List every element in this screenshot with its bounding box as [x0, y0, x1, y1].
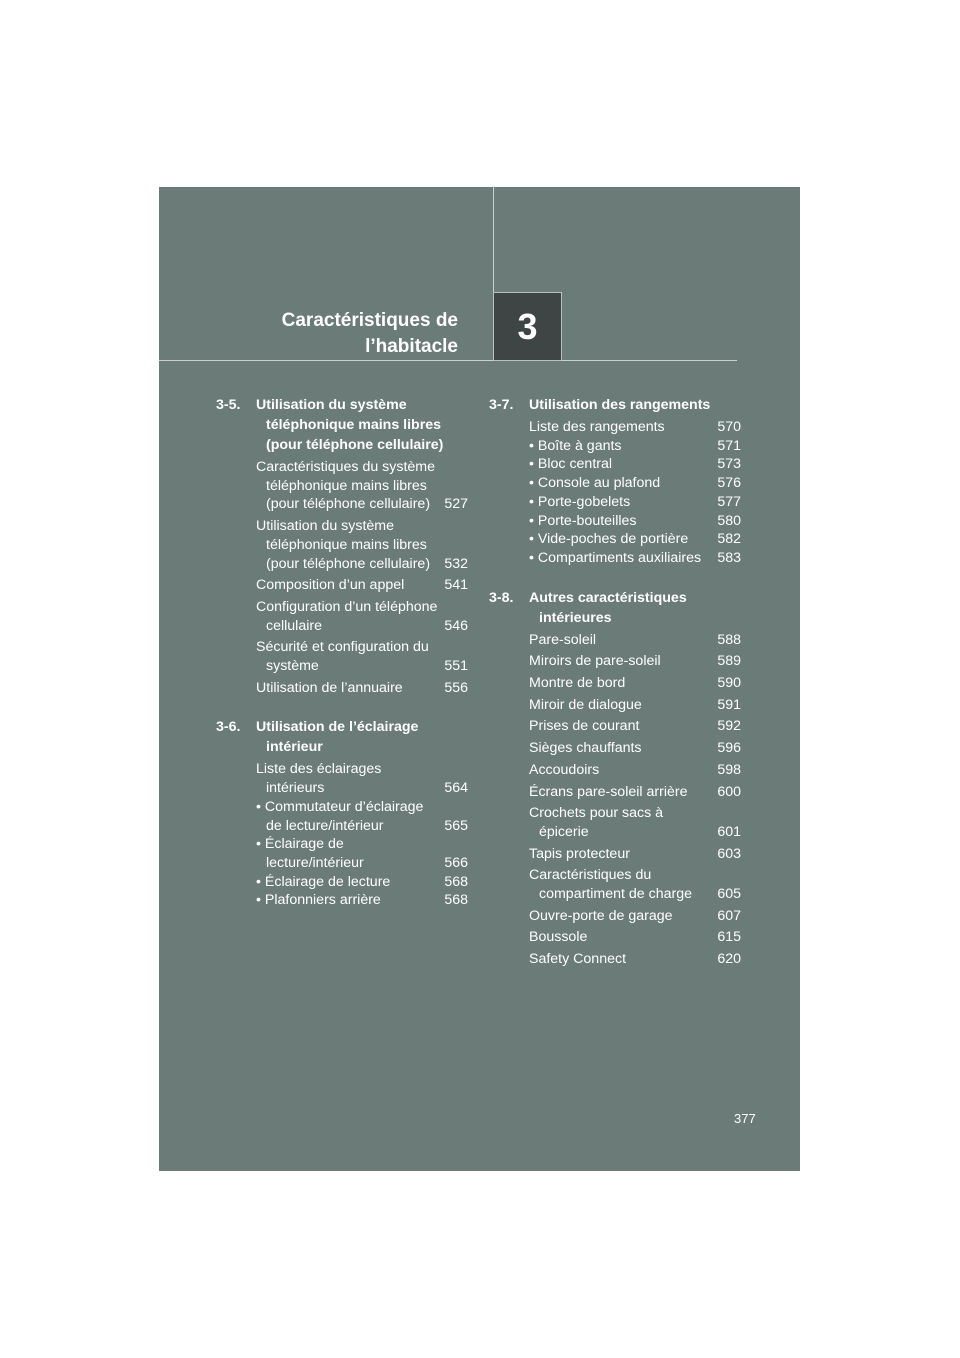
entry-page: 565	[444, 817, 468, 834]
entry-title: Caractéristiques du système téléphonique mains libres (pour téléphone cellulaire)	[256, 459, 435, 513]
toc-entry[interactable]	[256, 891, 468, 910]
toc-entry[interactable]	[529, 418, 741, 437]
toc-section-3-6	[216, 717, 468, 910]
entry-title: Sièges chauffants	[529, 740, 642, 757]
toc-entry[interactable]	[529, 761, 741, 780]
entry-title: Liste des rangements	[529, 419, 665, 435]
entry-page: 605	[717, 886, 741, 903]
entry-page: 551	[444, 658, 468, 675]
section-title: Autres caractéristiques intérieures	[529, 589, 687, 626]
toc-entry[interactable]	[256, 638, 468, 675]
entry-page: 600	[717, 783, 741, 800]
toc-entry[interactable]	[256, 679, 468, 698]
entry-title: • Vide-poches de portière	[529, 531, 689, 548]
entry-title: Utilisation de l’annuaire	[256, 679, 403, 696]
entry-title: Boussole	[529, 929, 588, 946]
toc-entry[interactable]	[529, 804, 741, 841]
chapter-title	[158, 308, 458, 360]
section-title: Utilisation de l’éclairage intérieur	[256, 719, 419, 756]
toc-entry[interactable]	[529, 845, 741, 864]
toc-entry[interactable]	[529, 455, 741, 474]
entry-title: Ouvre-porte de garage	[529, 907, 673, 924]
toc-entry[interactable]	[529, 739, 741, 758]
toc-entry[interactable]	[256, 835, 468, 872]
toc-entry[interactable]	[529, 512, 741, 531]
entry-page: 591	[717, 696, 741, 713]
toc-entry[interactable]	[256, 798, 468, 835]
entry-page: 570	[717, 419, 741, 435]
entry-title: Caractéristiques du compartiment de charge	[529, 867, 692, 903]
entry-page: 527	[444, 496, 468, 513]
chapter-panel	[159, 187, 800, 1171]
section-title: Utilisation du système téléphonique mains libres (pour téléphone cellulaire)	[256, 397, 444, 453]
entry-page: 571	[717, 437, 741, 454]
entry-title: • Bloc central	[529, 456, 613, 473]
section-heading	[489, 395, 741, 415]
chapter-title-line2: l’habitacle	[365, 336, 458, 357]
entry-title: Pare-soleil	[529, 631, 597, 648]
entry-title: Sécurité et configuration du système	[256, 639, 429, 675]
toc-entry[interactable]	[256, 760, 468, 797]
entry-title: Prises de courant	[529, 718, 640, 735]
entry-title: • Boîte à gants	[529, 437, 622, 454]
entry-page: 598	[717, 761, 741, 778]
toc-entry[interactable]	[529, 631, 741, 650]
entry-page: 615	[717, 929, 741, 946]
section-heading	[489, 588, 741, 628]
entry-title: Miroir de dialogue	[529, 696, 642, 713]
toc-entry[interactable]	[529, 530, 741, 549]
entry-title: • Console au plafond	[529, 475, 661, 492]
toc-entry[interactable]	[529, 866, 741, 903]
section-heading	[216, 395, 468, 455]
toc-entry[interactable]	[529, 696, 741, 715]
entry-page: 592	[717, 718, 741, 735]
entry-title: • Éclairage de lecture/intérieur	[256, 836, 364, 871]
toc-entry[interactable]	[529, 474, 741, 493]
entry-page: 620	[717, 951, 741, 968]
toc-entry[interactable]	[529, 674, 741, 693]
entry-title: • Éclairage de lecture	[256, 873, 391, 890]
entry-title: Montre de bord	[529, 675, 626, 692]
toc-entry[interactable]	[529, 493, 741, 512]
entry-page: 568	[444, 873, 468, 890]
entry-page: 566	[444, 854, 468, 871]
toc-entry[interactable]	[529, 437, 741, 456]
entry-page: 541	[444, 577, 468, 594]
toc-entry[interactable]	[529, 717, 741, 736]
entry-page: 568	[444, 892, 468, 909]
entry-page: 596	[717, 740, 741, 757]
toc-entry[interactable]	[256, 598, 468, 635]
entry-title: • Porte-bouteilles	[529, 512, 637, 529]
toc-entry[interactable]	[529, 783, 741, 802]
toc-section-3-7	[489, 395, 741, 568]
entry-title: Safety Connect	[529, 951, 627, 968]
section-number: 3-6.	[216, 719, 241, 736]
entry-page: 573	[717, 456, 741, 473]
entry-title: Écrans pare-soleil arrière	[529, 783, 688, 800]
toc-entry[interactable]	[529, 652, 741, 671]
section-number: 3-8.	[489, 589, 514, 606]
entry-page: 580	[717, 512, 741, 529]
section-number: 3-7.	[489, 397, 514, 413]
section-heading	[216, 717, 468, 757]
entry-page: 582	[717, 531, 741, 548]
entry-title: • Commutateur d’éclairage de lecture/intérieur	[256, 798, 424, 834]
entry-page: 589	[717, 653, 741, 670]
entry-title: Configuration d’un téléphone cellulaire	[256, 598, 438, 634]
entry-page: 576	[717, 475, 741, 492]
toc-entry[interactable]	[256, 458, 468, 514]
toc-entry[interactable]	[529, 928, 741, 947]
chapter-title-line1: Caractéristiques de	[281, 310, 458, 331]
toc-column-left	[216, 395, 468, 930]
entry-page: 564	[444, 780, 468, 797]
entry-page: 588	[717, 631, 741, 648]
entry-title: Tapis protecteur	[529, 845, 630, 862]
toc-section-3-5	[216, 395, 468, 697]
chapter-number-badge: 3	[493, 292, 562, 361]
entry-title: • Compartiments auxiliaires	[529, 549, 702, 566]
entry-page: 546	[444, 617, 468, 634]
entry-title: Crochets pour sacs à épicerie	[529, 805, 664, 840]
toc-entry[interactable]	[529, 549, 741, 568]
entry-title: • Plafonniers arrière	[256, 892, 381, 909]
entry-page: 577	[717, 493, 741, 510]
section-title: Utilisation des rangements	[529, 397, 711, 413]
toc-entry[interactable]	[256, 517, 468, 573]
entry-page: 607	[717, 907, 741, 924]
page-number: 377	[734, 1111, 756, 1126]
divider-horizontal	[159, 360, 737, 361]
section-number: 3-5.	[216, 397, 241, 413]
entry-page: 601	[717, 823, 741, 840]
toc-entry[interactable]	[256, 576, 468, 595]
entry-page: 590	[717, 675, 741, 692]
entry-page: 603	[717, 845, 741, 862]
entry-title: Composition d’un appel	[256, 577, 405, 594]
toc-entry[interactable]	[529, 907, 741, 926]
toc-column-right	[489, 395, 741, 989]
entry-title: Liste des éclairages intérieurs	[256, 761, 382, 797]
toc-entry[interactable]	[256, 873, 468, 892]
entry-page: 583	[717, 549, 741, 566]
entry-page: 532	[444, 555, 468, 572]
entry-page: 556	[444, 679, 468, 696]
toc-entry[interactable]	[529, 950, 741, 969]
entry-title: Accoudoirs	[529, 761, 600, 778]
entry-title: Miroirs de pare-soleil	[529, 653, 661, 670]
entry-title: Utilisation du système téléphonique mains libres (pour téléphone cellulaire)	[256, 518, 431, 572]
toc-section-3-8	[489, 588, 741, 969]
entry-title: • Porte-gobelets	[529, 493, 631, 510]
